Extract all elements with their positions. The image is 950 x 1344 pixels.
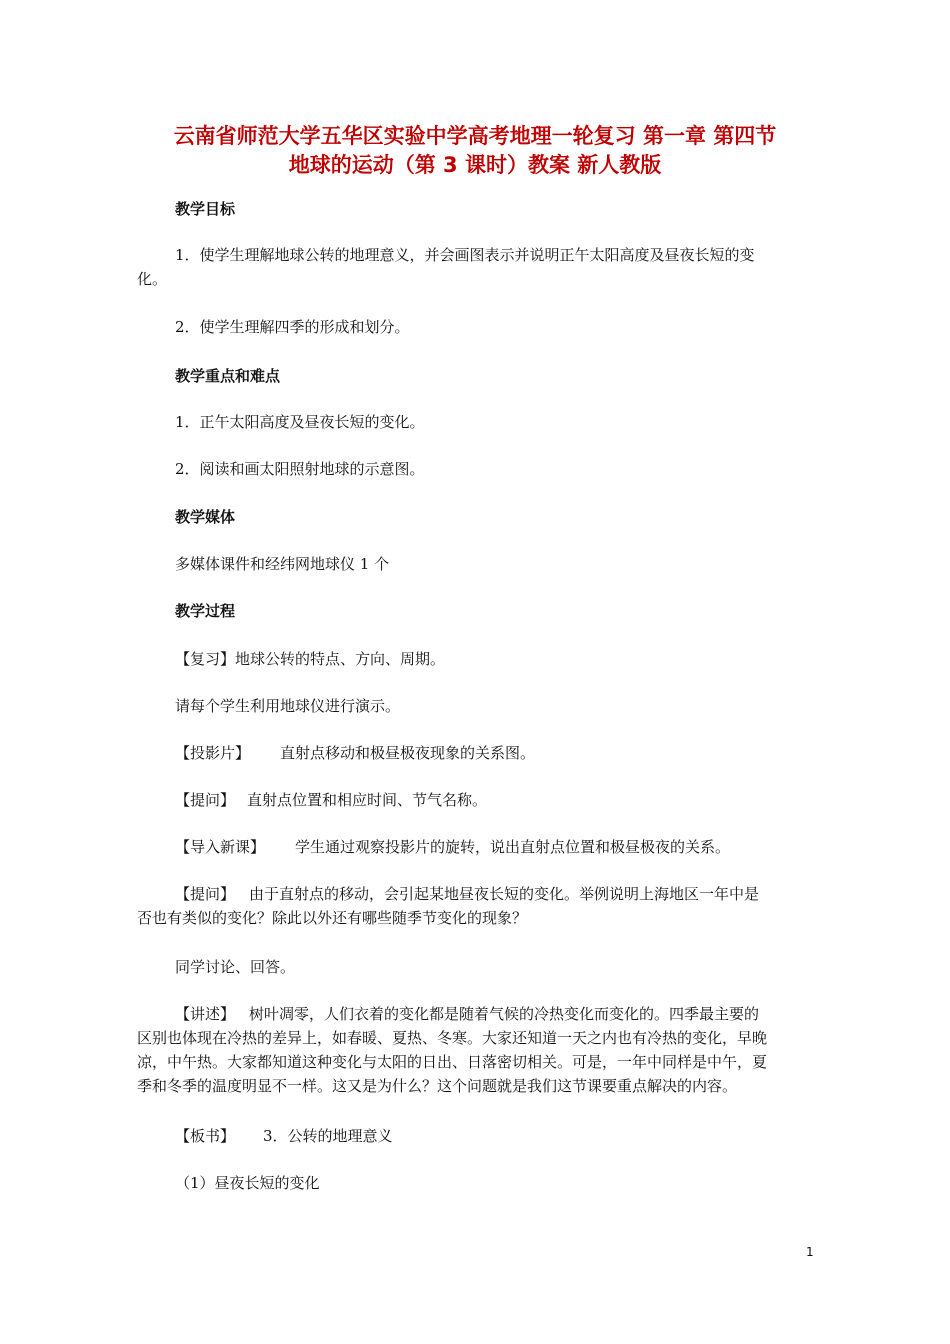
lecture-text-1: 树叶凋零，人们衣着的变化都是随着气候的冷热变化而变化的。四季最主要的	[249, 1005, 760, 1023]
slide-text: 直射点移动和极昼极夜现象的关系图。	[280, 744, 536, 762]
board-text: 3．公转的地理意义	[263, 1127, 393, 1145]
slide-tag: 【投影片】	[175, 744, 251, 762]
document-title-line-1: 云南省师范大学五华区实验中学高考地理一轮复习 第一章 第四节	[173, 124, 777, 148]
intro-text: 学生通过观察投影片的旋转，说出直射点位置和极昼极夜的关系。	[295, 838, 731, 856]
ask-1-tag: 【提问】	[175, 791, 236, 809]
ask-2-line-2: 否也有类似的变化？除此以外还有哪些随季节变化的现象？	[137, 909, 528, 927]
review-paragraph	[175, 648, 445, 670]
media-text: 多媒体课件和经纬网地球仪 1 个	[175, 555, 390, 573]
board-paragraph	[175, 1125, 393, 1147]
lecture-tag: 【讲述】	[175, 1005, 236, 1023]
review-tag: 【复习】	[175, 650, 236, 668]
slide-paragraph	[175, 742, 535, 764]
page-number: 1	[806, 1245, 814, 1259]
goal-1-line-1: 1．使学生理解地球公转的地理意义，并会画图表示并说明正午太阳高度及昼夜长短的变	[175, 246, 755, 264]
demo-paragraph: 请每个学生利用地球仪进行演示。	[175, 697, 401, 715]
goal-2: 2．使学生理解四季的形成和划分。	[175, 318, 410, 336]
sub-heading: （1）昼夜长短的变化	[175, 1174, 320, 1192]
key-point-1: 1．正午太阳高度及昼夜长短的变化。	[175, 413, 425, 431]
lecture-line-4: 季和冬季的温度明显不一样。这又是为什么？这个问题就是我们这节课要重点解决的内容。	[137, 1077, 738, 1095]
discuss-paragraph: 同学讨论、回答。	[175, 958, 296, 976]
ask-2-line-1	[175, 883, 759, 905]
lecture-line-3: 凉，中午热。大家都知道这种变化与太阳的日出、日落密切相关。可是，一年中同样是中午，夏	[137, 1053, 768, 1071]
goal-1-line-2: 化。	[137, 270, 168, 288]
intro-tag: 【导入新课】	[175, 838, 266, 856]
document-title-line-2: 地球的运动（第 3 课时）教案 新人教版	[288, 153, 662, 177]
key-points-heading: 教学重点和难点	[175, 367, 281, 385]
ask-1-text: 直射点位置和相应时间、节气名称。	[247, 791, 488, 809]
ask-2-text-1: 由于直射点的移动，会引起某地昼夜长短的变化。举例说明上海地区一年中是	[249, 885, 760, 903]
ask-2-tag: 【提问】	[175, 885, 236, 903]
intro-paragraph	[175, 836, 730, 858]
media-heading: 教学媒体	[175, 508, 236, 526]
lecture-line-2: 区别也体现在冷热的差异上，如春暖、夏热、冬寒。大家还知道一天之内也有冷热的变化，早晚	[137, 1029, 768, 1047]
board-tag: 【板书】	[175, 1127, 236, 1145]
process-heading: 教学过程	[175, 602, 236, 620]
goals-heading: 教学目标	[175, 200, 236, 218]
ask-1-paragraph	[175, 789, 487, 811]
lecture-line-1	[175, 1003, 759, 1025]
key-point-2: 2．阅读和画太阳照射地球的示意图。	[175, 460, 425, 478]
review-text: 地球公转的特点、方向、周期。	[235, 650, 446, 668]
